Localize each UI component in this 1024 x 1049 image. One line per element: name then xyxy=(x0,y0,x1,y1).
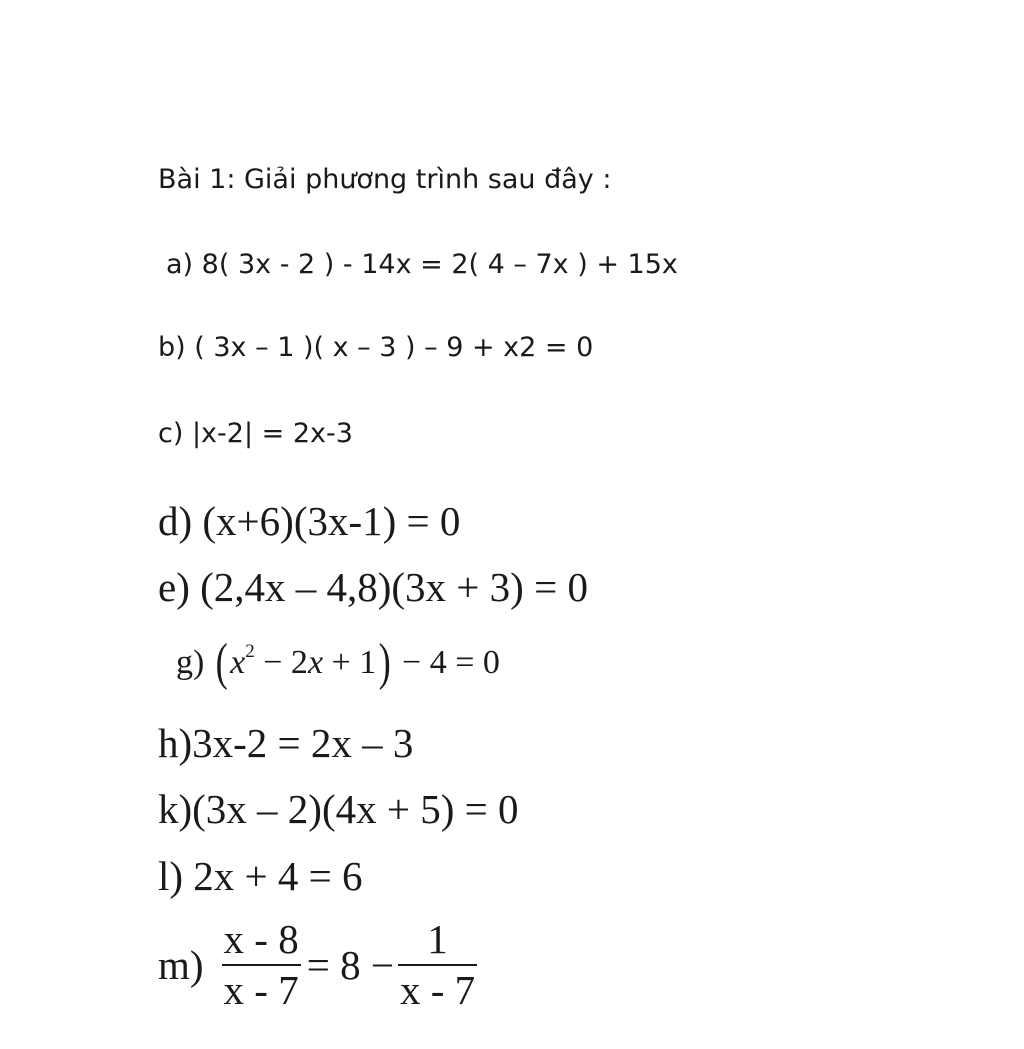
equation-b: b) ( 3x – 1 )( x – 3 ) – 9 + x2 = 0 xyxy=(158,332,594,363)
fraction-left-bar xyxy=(222,964,301,966)
fraction-right-numerator: 1 xyxy=(427,916,448,962)
equation-g-open-paren: ( xyxy=(215,634,228,691)
equation-a: a) 8( 3x - 2 ) - 14x = 2( 4 – 7x ) + 15x xyxy=(166,249,678,280)
equation-c: c) |x-2| = 2x-3 xyxy=(158,418,353,449)
equation-d: d) (x+6)(3x-1) = 0 xyxy=(158,498,461,544)
fraction-left-denominator: x - 7 xyxy=(223,967,299,1014)
equation-g-variable-2: x xyxy=(307,644,324,681)
fraction-left xyxy=(222,918,301,1012)
fraction-right xyxy=(398,918,477,1012)
equation-e: e) (2,4x – 4,8)(3x + 3) = 0 xyxy=(158,564,588,610)
equation-g-middle: − 2 xyxy=(254,644,308,681)
equation-k: k)(3x – 2)(4x + 5) = 0 xyxy=(158,786,519,832)
equation-g-label: g) xyxy=(176,644,205,681)
exercise-title: Bài 1: Giải phương trình sau đây : xyxy=(158,164,612,195)
equation-g-exponent: 2 xyxy=(245,641,255,662)
equation-l: l) 2x + 4 = 6 xyxy=(158,853,363,899)
equation-g-plus-one: + 1 xyxy=(323,644,377,681)
equation-g-variable: x xyxy=(230,644,246,681)
equation-g-tail: − 4 = 0 xyxy=(393,644,500,681)
fraction-right-bar xyxy=(398,964,477,966)
equation-m-label: m) xyxy=(158,942,204,989)
equation-m xyxy=(158,918,477,1012)
equation-m-middle: = 8 − xyxy=(306,942,394,989)
fraction-left-numerator: x - 8 xyxy=(223,916,299,962)
equation-g-close-paren: ) xyxy=(378,634,391,691)
fraction-right-denominator: x - 7 xyxy=(399,967,476,1014)
equation-h: h)3x-2 = 2x – 3 xyxy=(158,720,414,766)
equation-g xyxy=(176,634,500,691)
